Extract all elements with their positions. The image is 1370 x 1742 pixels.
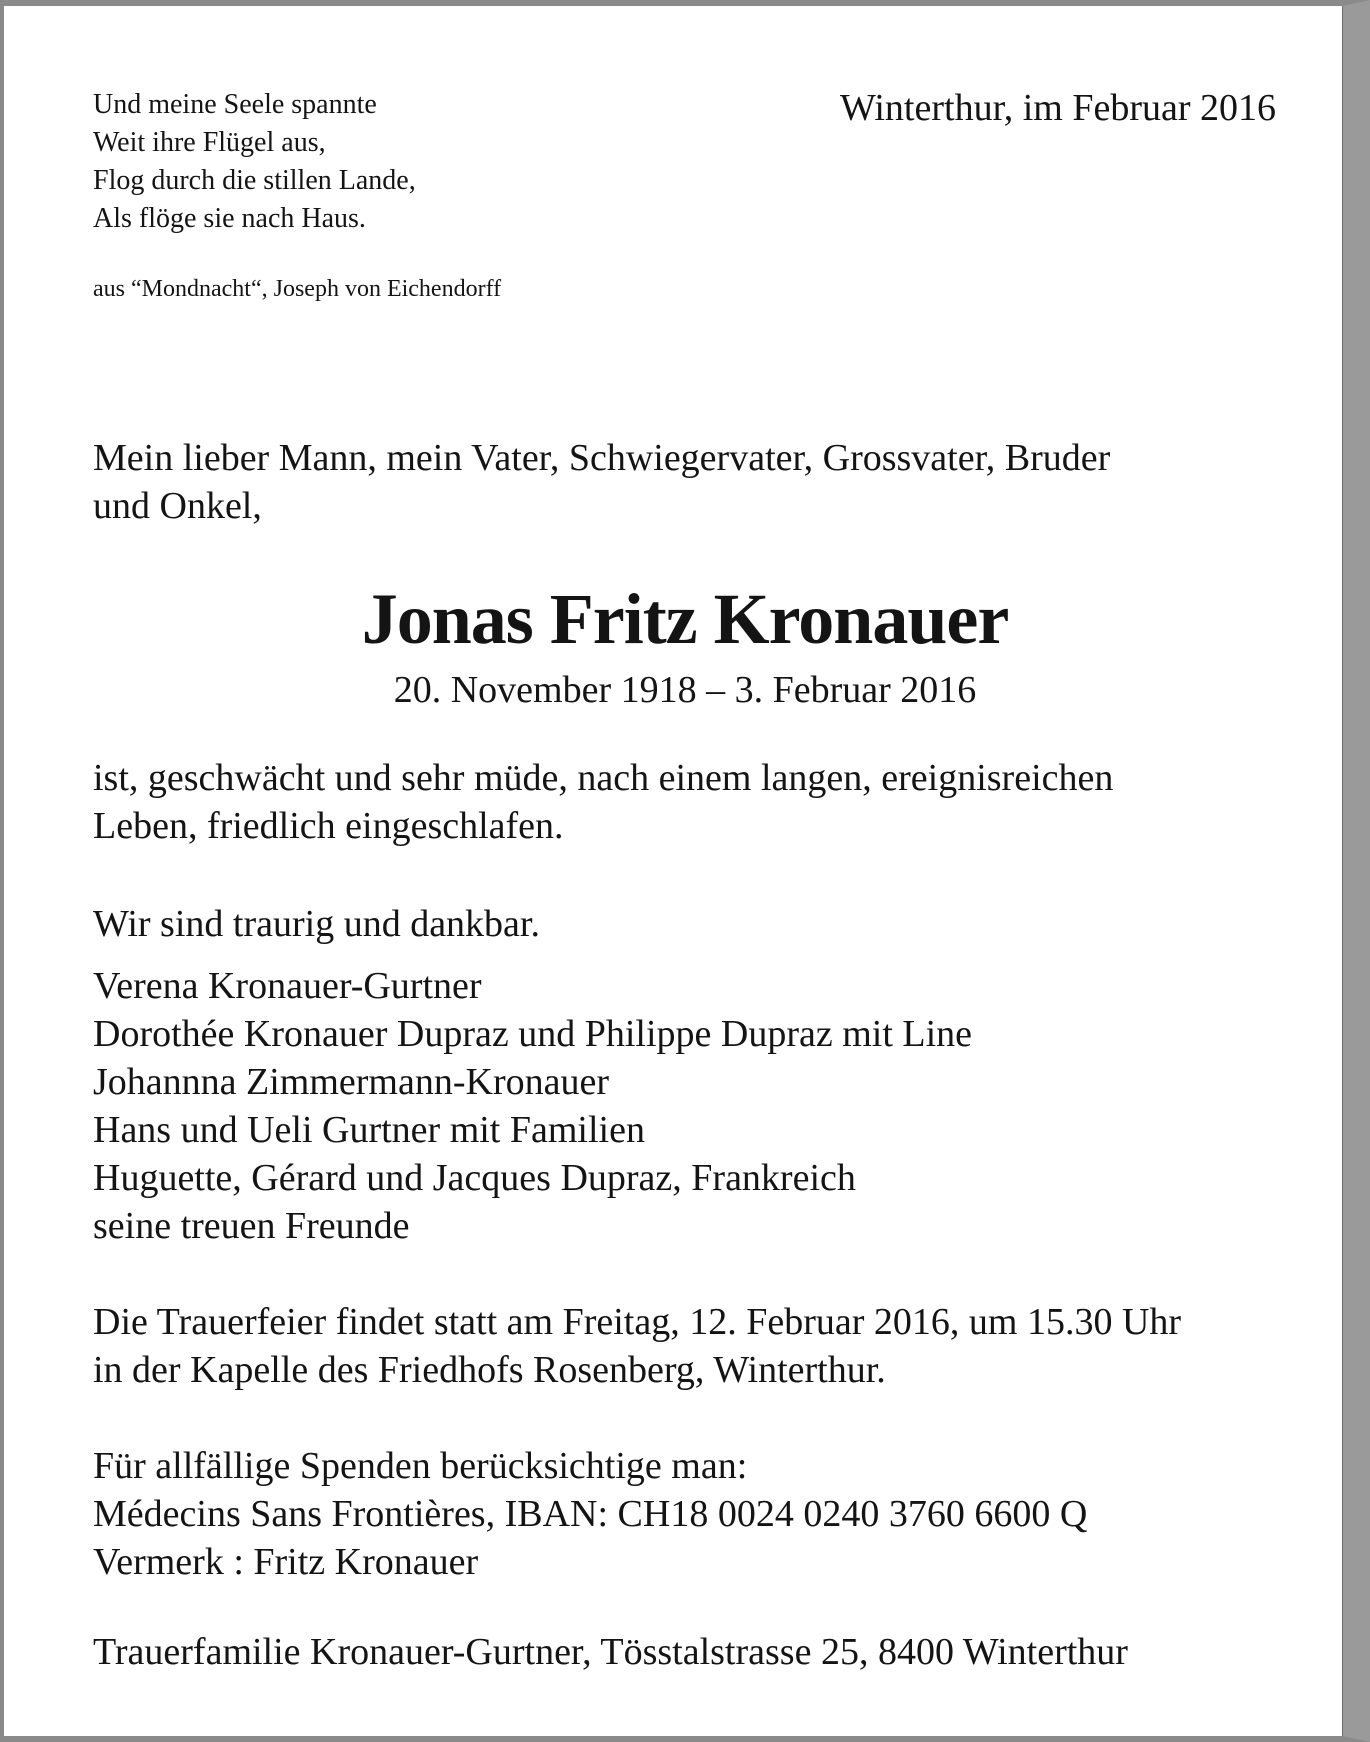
deceased-name: Jonas Fritz Kronauer [361,579,1009,659]
thanks-text [93,900,540,948]
family-address [93,1628,1128,1676]
place-date: Winterthur, im Februar 2016 [840,87,1276,129]
donation-line: Für allfällige Spenden berücksichtige man: [93,1445,748,1487]
passing-line: Leben, friedlich eingeschlafen. [93,805,564,847]
mourner-item: seine treuen Freunde [93,1205,410,1247]
ceremony-info [93,1298,1181,1394]
passing-text [93,754,1113,850]
donation-line: Médecins Sans Frontières, IBAN: CH18 0024 0240 3760 6600 Q [93,1493,1088,1535]
poem-line: Weit ihre Flügel aus, [93,127,326,158]
donation-info [93,1442,1087,1586]
address-line: Trauerfamilie Kronauer-Gurtner, Tösstalstrasse 25, 8400 Winterthur [93,1631,1128,1673]
mourner-item: Johannna Zimmermann-Kronauer [93,1061,609,1103]
thanks-line: Wir sind traurig und dankbar. [93,903,540,945]
poem-line: Und meine Seele spannte [93,89,377,120]
mourner-item: Hans und Ueli Gurtner mit Familien [93,1109,645,1151]
poem-line: Als flöge sie nach Haus. [93,203,366,234]
poem-attribution: aus “Mondnacht“, Joseph von Eichendorff [93,276,502,302]
intro-line: Mein lieber Mann, mein Vater, Schwiegervater, Grossvater, Bruder [93,437,1111,479]
intro-text [93,434,1110,530]
mourner-item: Verena Kronauer-Gurtner [93,965,482,1007]
mourners-list [93,962,972,1250]
ceremony-line: Die Trauerfeier findet statt am Freitag, 12. Februar 2016, um 15.30 Uhr [93,1301,1182,1343]
mourner-item: Huguette, Gérard und Jacques Dupraz, Frankreich [93,1157,856,1199]
poem-motto [93,86,416,238]
lifespan-dates: 20. November 1918 – 3. Februar 2016 [393,669,977,711]
mourner-item: Dorothée Kronauer Dupraz und Philippe Dupraz mit Line [93,1013,973,1055]
donation-line: Vermerk : Fritz Kronauer [93,1541,479,1583]
ceremony-line: in der Kapelle des Friedhofs Rosenberg, Winterthur. [93,1349,886,1391]
passing-line: ist, geschwächt und sehr müde, nach einem langen, ereignisreichen [93,757,1114,799]
poem-line: Flog durch die stillen Lande, [93,165,416,196]
intro-line: und Onkel, [93,485,262,527]
